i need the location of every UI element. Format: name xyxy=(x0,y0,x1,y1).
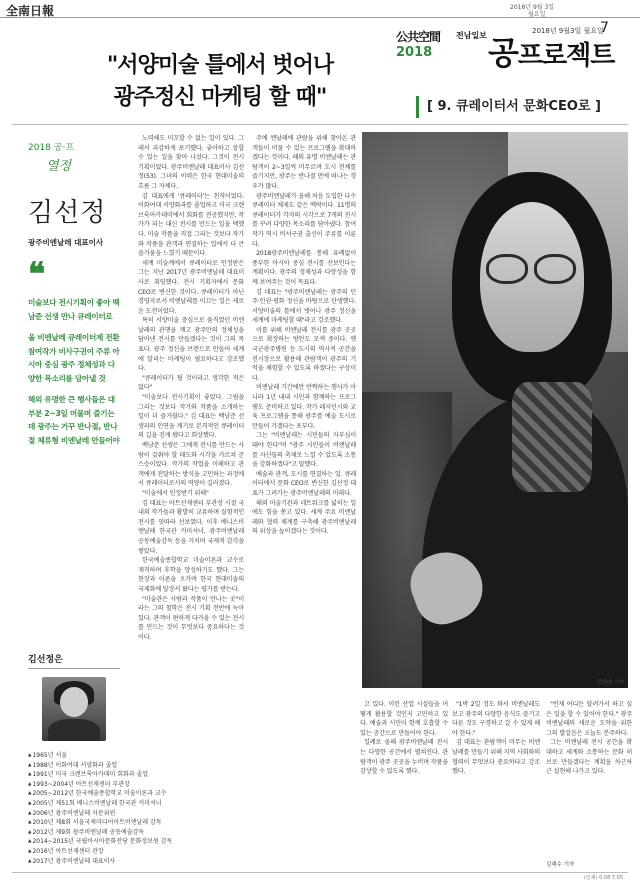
body-column-1 xyxy=(138,134,244,870)
pull-quote: 올 비엔날레 큐레이터제 전환 참여작가 비사구권이 주류 아시아 중심 광주 정체성과 다양한 목소리를 담아낼 것 xyxy=(28,333,120,383)
body-paragraph: 노력해도 미꼬할 수 없는 일이 있다. 그래서 과감하게 포기했다. 좋아하고 잘할 수 있는 일을 찾아 나섰다. 그것이 전시 기획이었다. 광주비엔날레 대표이사 김선정(53). 그녀의 이력은 한국 현대미술의 흐름 그 자체다. xyxy=(138,135,244,190)
profile-photo xyxy=(42,677,106,741)
pull-quote: 해외 유명한 큰 행사들은 대부분 2~3일 머물며 즐기는데 광주는 거꾸 반나절, 반나절 체류형 비엔날레 만들어야 xyxy=(28,395,120,445)
profile-box xyxy=(28,652,173,866)
body-paragraph: "1박 2일 정도 와서 비엔날레도 보고 광주의 다양한 음식도 즐기고 다른 것도 구경하고 갈 수 있게 해야 한다." xyxy=(452,701,540,737)
page-date: 2018년 9월3일 월요일 xyxy=(532,27,604,35)
issue-date: 2018년 9월 3일 xyxy=(510,4,555,11)
person-name: 김선정 xyxy=(28,198,107,228)
body-paragraph: 광주비엔날레가 올해 처음 도입한 다수 큐레이터 체제도 같은 맥락이다. 11명의 큐레이터가 각자의 시각으로 7개의 전시를 꾸려 다양한 목소리를 담아냈다. 참여 작가 역시 비서구권 출신이 주류를 이룬다. xyxy=(252,192,356,248)
issue-weekday: 월요일 xyxy=(528,11,546,18)
profile-item: ▲ 2012년 제9회 광주비엔날레 공동예술감독 xyxy=(28,828,120,838)
series-logo-year: 2018 xyxy=(396,45,433,60)
series-title-big: 공 xyxy=(488,34,518,72)
footer-divider xyxy=(12,872,628,873)
body-column-4 xyxy=(452,700,540,870)
series-logo-hanja: 公共空間 xyxy=(396,30,441,44)
profile-item: ▲ 1993~2004년 아트선재센터 부관장 xyxy=(28,780,120,790)
profile-item: ▲ 2005~2012년 한국예술종합학교 미술이론과 교수 xyxy=(28,789,120,799)
body-paragraph: 세계 미술계에서 큐레이터로 인정받은 그는 지난 2017년 광주비엔날레 대표이사로 취임했다. 전시 기획자에서 문화 CEO로 변신한 것이다. 큐레이터가 아닌 경영자로서 비엔날레를 이끄는 일은 새로운 도전이었다. xyxy=(138,259,244,315)
body-paragraph: "미술보다 전시기획이 좋았다. 그림을 그리는 것보다 작가와 작품을 소개하는 일이 더 즐거웠다." 김 대표는 백남준 선생과의 인연을 계기로 본격적인 큐레이터의 길을 걷게 됐다고 회상했다. xyxy=(138,394,244,440)
headline xyxy=(30,50,410,114)
profile-item: ▲ 1988년 이화여대 서양화과 졸업 xyxy=(28,761,120,771)
profile-item: ▲ 2010년 제8회 서울국제미디어아트비엔날레 감독 xyxy=(28,818,120,828)
body-paragraph: 이를 위해 비엔날레 전시를 광주 곳곳으로 확장하는 방안도 모색 중이다. 옛 국군광주병원 등 도시의 역사적 공간을 전시장으로 활용해 관람객이 광주의 기억을 체험할 수 있도록 하겠다는 구상이다. xyxy=(252,326,356,382)
body-paragraph: 주에 엔날레에 관람을 위해 찾아온 관객들이 머물 수 있는 프로그램을 확대하겠다는 것이다. 해외 유명 비엔날레는 관람객이 2~3일씩 머무르며 도시 전체를 즐기지만, 광주는 반나절 만에 떠나는 경우가 많다. xyxy=(252,135,356,190)
body-column-5 xyxy=(546,700,632,870)
profile-item: ▲ 2005년 제51회 베니스비엔날레 한국관 커미셔너 xyxy=(28,799,120,809)
series-paper-name: 전남일보 xyxy=(456,31,487,40)
body-paragraph: 김 대표는 "광주비엔날레는 광주의 민주·인권·평화 정신을 바탕으로 탄생했다. 서양미술의 틀에서 벗어나 광주 정신을 세계에 마케팅할 때"라고 강조했다. xyxy=(252,288,356,325)
headline-line-1: "서양미술 틀에서 벗어나 xyxy=(106,53,334,78)
body-column-2 xyxy=(252,134,356,870)
body-paragraph: 김 대표는 아트선재센터 부관장 시절 국내외 작가들과 활발히 교류하며 실험적인 전시를 잇따라 선보였다. 이후 베니스비엔날레 한국관 커미셔너, 광주비엔날레 공동예술감독 등을 거치며 국제적 감각을 쌓았다. xyxy=(138,499,244,555)
body-column-3 xyxy=(360,700,448,870)
body-paragraph: 특히 서양미술 중심으로 움직였던 비엔날레의 관행을 깨고 광주만의 정체성을 담아낸 전시를 만들겠다는 것이 그의 목표다. 광주 정신을 브랜드로 만들어 세계에 알리는 마케팅이 필요하다고 강조했다. xyxy=(138,317,244,373)
body-paragraph: 그는 비엔날레 전시 공간을 확대하고 세계와 소통하는 문화 허브로 만들겠다는 계획을 차근차근 실현해 나가고 있다. xyxy=(546,739,632,776)
series-tag-passion: 열정 xyxy=(46,159,72,174)
profile-item: ▲ 1991년 미국 크랜브룩아카데미 회화과 졸업 xyxy=(28,770,120,780)
body-paragraph: 김 대표는 관람객이 머무는 비엔날레를 만들기 위해 지역 사회와의 협력이 무엇보다 중요하다고 강조했다. xyxy=(452,739,540,776)
top-divider xyxy=(12,124,628,125)
profile-item: ▲ 2014~2015년 국립아시아문화전당 문화정보원 감독 xyxy=(28,837,120,847)
profile-heading: 김선정은 xyxy=(28,652,120,669)
headline-line-2: 광주정신 마케팅 할 때" xyxy=(113,85,327,110)
profile-list xyxy=(28,751,173,866)
body-paragraph: "큐레이터가 될 것이라고 생각한 적은 없다" xyxy=(138,374,244,392)
body-paragraph: "미술관은 사람과 작품이 만나는 곳"이라는 그의 철학은 전시 기획 전반에 녹아 있다. 관객이 편하게 다가올 수 있는 전시를 만드는 것이 무엇보다 중요하다는 것이다. xyxy=(138,595,244,641)
profile-item: ▲ 2006년 광주비엔날레 자문위원 xyxy=(28,809,120,819)
photo-credit: 김양배 기자 xyxy=(596,680,625,686)
left-column xyxy=(28,140,120,447)
body-paragraph: 백남준 선생은 그에게 전시를 만드는 사람이 갖춰야 할 태도와 시각을 가르쳐 준 스승이었다. 작가의 작업을 이해하고 관객에게 전달하는 방식을 고민하는 과정에서 큐레이터로서의 역량이 길러졌다. xyxy=(138,442,244,488)
body-paragraph: "언제 어디든 달려가서 하고 싶은 일을 할 수 있어야 한다." 광주비엔날레의 새로운 도약을 위한 그의 발걸음은 오늘도 분주하다. xyxy=(546,701,632,737)
footer-print-code: (인쇄) 0.08 7.05 xyxy=(584,875,624,881)
profile-item: ▲ 2016년 아트선재센터 관장 xyxy=(28,847,120,857)
body-paragraph: 한국예술종합학교 미술이론과 교수로 재직하며 후학을 양성하기도 했다. 그는 현장과 이론을 오가며 한국 현대미술의 국제화에 앞장서 왔다는 평가를 받는다. xyxy=(138,557,244,593)
quote-mark-icon: ❝ xyxy=(28,255,46,293)
body-paragraph: 일례로 올해 광주비엔날레 전시는 다양한 공간에서 펼쳐진다. 관람객이 광주 곳곳을 누비며 작품을 감상할 수 있도록 했다. xyxy=(360,739,448,776)
pull-quote: 미술보다 전시기획이 좋아 백남준 선생 만나 큐레이터로 xyxy=(28,298,120,321)
main-photo xyxy=(362,132,628,688)
body-paragraph: 그는 "비엔날레는 시민들의 자부심이 돼야 한다"며 "광주 시민들이 비엔날레를 자신들의 축제로 느낄 수 있도록 소통을 강화하겠다"고 말했다. xyxy=(252,432,356,469)
page-number: 7 xyxy=(600,20,609,36)
body-paragraph: "미술에서 인정받기 위해" xyxy=(142,489,209,497)
profile-item: ▲ 2017년 광주비엔날레 대표이사 xyxy=(28,857,120,867)
subhead: [ 9. 큐레이터서 문화CEO로 ] xyxy=(416,96,624,118)
person-title: 광주비엔날레 대표이사 xyxy=(28,238,104,247)
body-paragraph: 고 있다. 이런 산업 시설들을 어떻게 활용할 것인지 고민하고 있다. 예술과 시민이 함께 호흡할 수 있는 공간으로 만들어야 한다. xyxy=(360,701,448,737)
body-paragraph: 해외 미술기관과 네트워크를 넓히는 일에도 힘을 쏟고 있다. 세계 주요 비엔날레와 협력 체계를 구축해 광주비엔날레의 위상을 높이겠다는 것이다. xyxy=(252,499,356,536)
body-paragraph: 2018광주비엔날레를 통해 유례없이 풍부한 아시아 중심 전시를 선보인다는 계획이다. 광주의 정체성과 다양성을 함께 보여주는 것이 목표다. xyxy=(252,250,356,286)
body-paragraph: 김 대표에게 '큐레이터'는 천직이었다. 이화여대 서양화과를 졸업하고 미국 크랜브룩아카데미에서 회화를 전공했지만, 작가가 되는 대신 전시를 만드는 일을 택했다. 미술 작품을 직접 그리는 것보다 작가와 작품을 관객과 연결하는 일에서 더 큰 즐거움을 느꼈기 때문이다. xyxy=(138,192,244,258)
profile-item: ▲ 1965년 서울 xyxy=(28,751,120,761)
series-title-rest: 프로젝트 xyxy=(517,41,615,71)
body-paragraph: 비엔날레 기간에만 반짝하는 행사가 아니라 1년 내내 시민과 함께하는 프로그램도 준비하고 있다. 작가 레지던시와 교육 프로그램을 통해 광주를 예술 도시로 만들어 가겠다는 포부다. xyxy=(252,384,356,430)
series-tag: 2018 공·프 xyxy=(28,143,75,153)
body-paragraph: 예술과 관객, 도시를 연결하는 일. 큐레이터에서 문화 CEO로 변신한 김선정 대표가 그려가는 광주비엔날레의 미래다. xyxy=(252,470,356,497)
paper-name: 全南日報 xyxy=(6,4,55,18)
reporter-byline: 김해수 기자 xyxy=(546,862,575,868)
